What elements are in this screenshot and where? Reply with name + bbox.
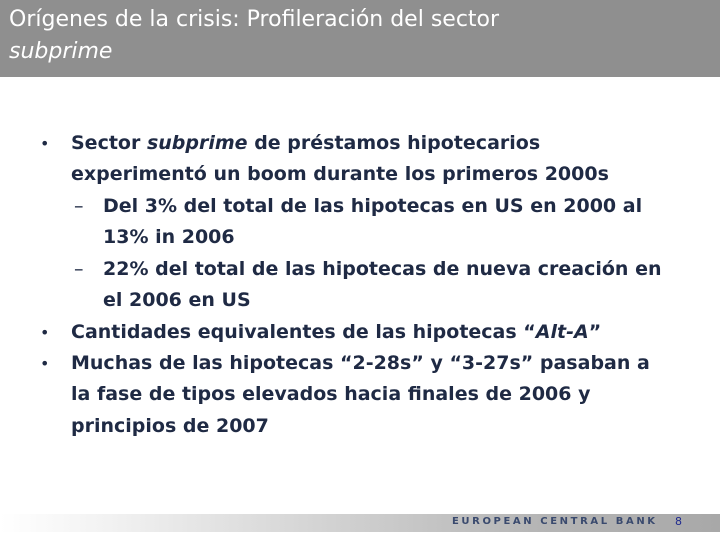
bullet-2-text: Cantidades equivalentes de las hipotecas “ <box>71 321 536 343</box>
bullet-marker: • <box>40 323 50 342</box>
subitem-1-line-2: 13% in 2006 <box>103 226 235 248</box>
subitem-2-line-1: 22% del total de las hipotecas de nueva creación en <box>103 258 662 280</box>
slide-title-line1: Orígenes de la crisis: Profileración del sector <box>9 7 500 32</box>
dash-marker: – <box>74 258 84 280</box>
bullet-1-italic: subprime <box>146 132 248 154</box>
bullet-1-line-2: experimentó un boom durante los primeros 2000s <box>71 163 609 185</box>
slide-title <box>9 4 709 68</box>
bullet-3-line-2: la fase de tipos elevados hacia finales de 2006 y <box>71 383 591 405</box>
dash-marker: – <box>74 195 84 217</box>
slide-title-line2: subprime <box>9 39 113 64</box>
bullet-marker: • <box>40 134 50 153</box>
bullet-1-text: Sector <box>71 132 147 154</box>
footer-bank-name: EUROPEAN CENTRAL BANK <box>452 516 658 527</box>
bullet-1-text-end: de préstamos hipotecarios <box>247 132 541 154</box>
page-number: 8 <box>675 515 682 528</box>
bullet-2-italic: Alt-A <box>535 321 589 343</box>
bullet-2-text-end: ” <box>588 321 602 343</box>
bullet-marker: • <box>40 354 50 373</box>
bullet-1-line-1 <box>71 128 540 160</box>
bullet-2-line-1 <box>71 317 601 349</box>
subitem-1-line-1: Del 3% del total de las hipotecas en US en 2000 al <box>103 195 643 217</box>
subitem-2-line-2: el 2006 en US <box>103 289 251 311</box>
bullet-3-line-3: principios de 2007 <box>71 415 269 437</box>
bullet-3-line-1: Muchas de las hipotecas “2-28s” y “3-27s” pasaban a <box>71 352 650 374</box>
